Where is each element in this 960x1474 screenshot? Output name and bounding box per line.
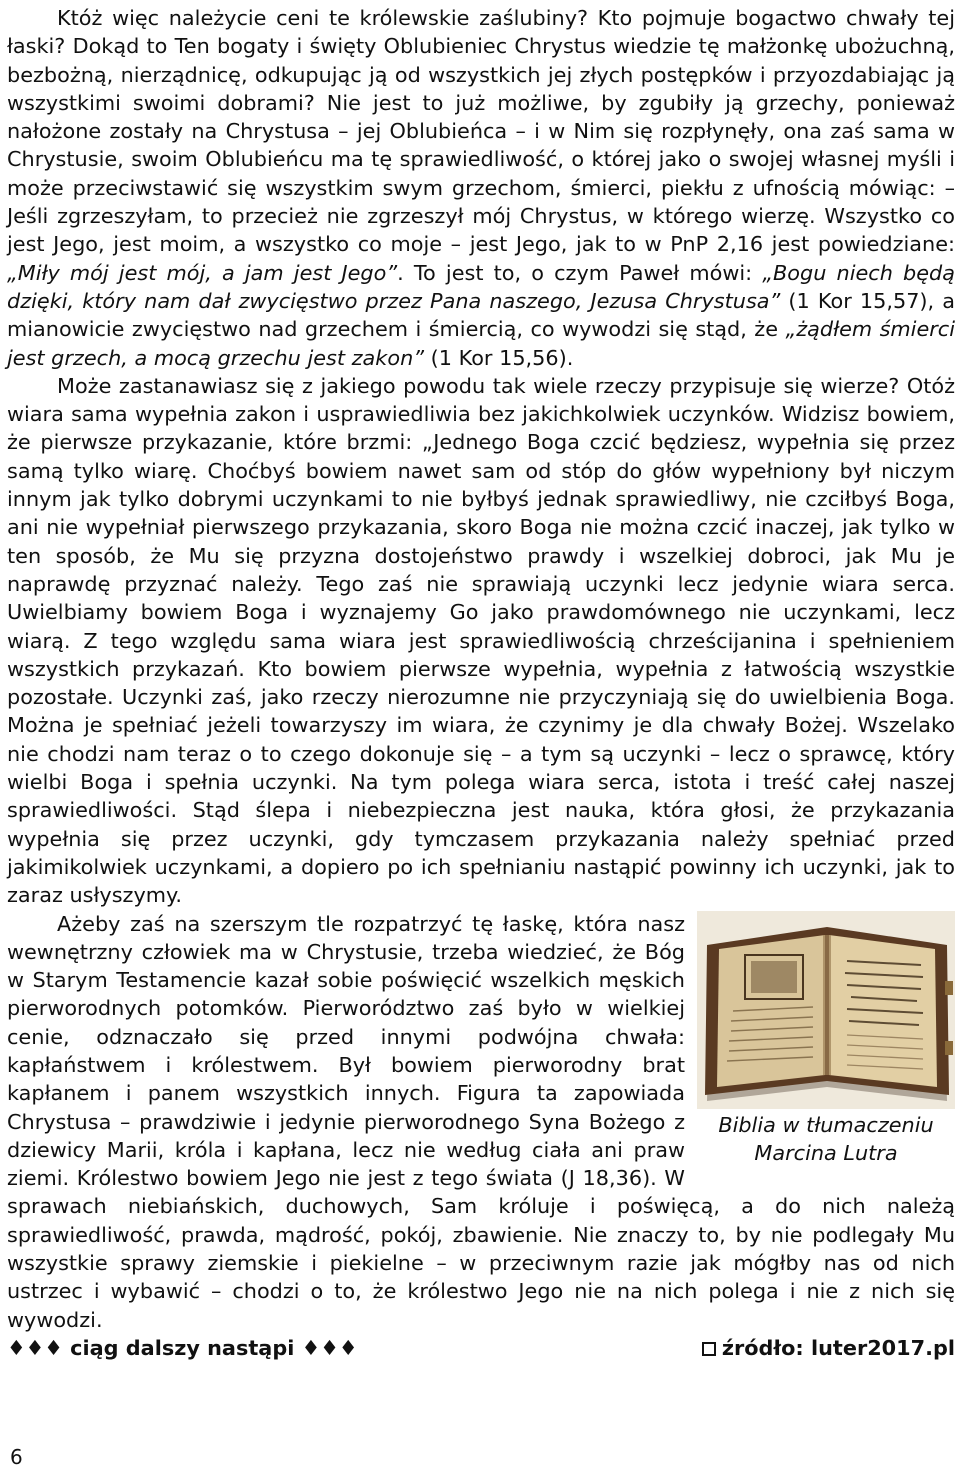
bible-figure [697, 910, 955, 1168]
caption-line-1: Biblia w tłumaczeniu [718, 1112, 934, 1137]
footer-line [7, 1334, 955, 1362]
article-body [7, 4, 955, 1362]
paragraph-2 [7, 372, 955, 910]
source-note [702, 1334, 955, 1362]
continued-note: ♦♦♦ ciąg dalszy nastąpi ♦♦♦ [7, 1335, 358, 1360]
figure-caption [697, 1111, 955, 1168]
text-run: „żądłem śmierci jest grzech, a mocą grzechu jest zakon” [7, 317, 956, 370]
bible-image [697, 911, 955, 1109]
caption-line-2: Marcina Lutra [754, 1140, 898, 1165]
page-number: 6 [10, 1445, 23, 1469]
text-run: (1 Kor 15,56). [424, 345, 574, 370]
paragraph-1 [7, 4, 955, 372]
text-run: Ażeby zaś na szerszym tle rozpatrzyć tę łaskę, która nasz wewnętrzny człowiek ma w Chrystusie, trzeba wiedzieć, że Bóg w Starym Testamencie kazał sobie poświęcić wszelkich męskich pierworodnych potomków. Pierworództwo zaś było w wielkiej cenie, odznaczało się przed innymi podwójna chwała: kapłaństwem i królestwem. Był bowiem pierworodny brat kapłanem i panem wszystkich innych. Figura ta zapowiada Chrystusa – prawdziwie i jedynie pierworodnego Syna Bożego z dziewicy Marii, króla i kapłana, lecz nie według ciała ani praw ziemi. Królestwo bowiem Jego nie jest z tego świata (J 18,36). W sprawach niebiańskich, duchowych, Sam króluje i poświęcą, a do nich należą sprawiedliwość, prawda, mądrość, pokój, zbawienie. Nie znaczy to, by nie podlegały Mu wszystkie sprawy ziemskie i piekielne – w przeciwnym razie jak mógłby nas od nich ustrzec i wybawić – chodzi o to, że królestwo Jego nie na nich polega i nie z nich się wywodzi. [7, 911, 955, 1332]
text-run: . To jest to, o czym Paweł mówi: [397, 260, 763, 285]
text-run: „Miły mój jest mój, a jam jest Jego” [7, 260, 398, 285]
checkbox-icon [702, 1342, 716, 1356]
text-run: Może zastanawiasz się z jakiego powodu tak wiele rzeczy przypisuje się wierze? Otóż wiara sama wypełnia zakon i usprawiedliwia bez jakichkolwiek uczynków. Widzisz bowiem, że pierwsze przykazanie, które brzmi: „Jednego Boga czcić będziesz, wypełnia się przez samą tylko wiarę. Choćbyś bowiem nawet sam od stóp do głów wypełniony był niczym innym jak tylko dobrymi uczynkami to nie byłbyś jednak sprawiedliwy, nie czciłbyś Boga, ani nie wypełniał pierwszego przykazania, skoro Boga nie można czcić inaczej, jak tylko w ten sposób, że Mu się przyzna dostojeństwo prawdy i wszelkiej dobroci, jak Mu je naprawdę przyznać należy. Tego zaś nie sprawiają uczynki lecz jedynie wiara serca. Uwielbiamy bowiem Boga i wyznajemy Go jako prawdomównego nie uczynkami, lecz wiarą. Z tego względu sama wiara jest sprawiedliwością chrześcijanina i spełnieniem wszystkich przykazań. Kto bowiem pierwsze wypełnia, wypełnia z łatwością wszystkie pozostałe. Uczynki zaś, jako rzeczy nierozumne nie przyczyniają się do uwielbienia Boga. Można je spełniać jeżeli towarzyszy im wiara, że czynimy je dla chwały Bożej. Wszelako nie chodzi nam teraz o to czego dokonuje się – a tym są uczynki – lecz o sprawcę, który wielbi Boga i spełnia uczynki. Na tym polega wiara serca, istota i treść całej naszej sprawiedliwości. Stąd ślepa i niebezpieczna jest nauka, która głosi, że przykazania wypełnia się przez uczynki, gdy tymczasem przykazania należy spełniać przed jakimikolwiek uczynkami, a dopiero po ich spełnianiu nastąpić powinny ich uczynki, jak to zaraz usłyszymy. [7, 373, 955, 908]
text-run: Któż więc należycie ceni te królewskie zaślubiny? Kto pojmuje bogactwo chwały tej łaski? Dokąd to Ten bogaty i święty Oblubieniec Chrystus wiedzie tę małżonkę ubożuchną, bezbożną, nierządnicę, odkupując ją od wszystkich jej złych postępków i przyozdabiając ją wszystkimi swoimi dobrami? Nie jest to już możliwe, by zgubiły ją grzechy, ponieważ nałożone zostały na Chrystusa – jej Oblubieńca – i w Nim się rozpłynęły, ona zaś sama w Chrystusie, swoim Oblubieńcu ma tę sprawiedliwość, o której jako o swojej własnej myśli i może przeciwstawić się wszystkim swym grzechom, śmierci, piekłu z ufnością mówiąc: – Jeśli zgrzeszyłam, to przecież nie zgrzeszył mój Chrystus, w którego wierzę. Wszystko co jest Jego, jest moim, a wszystko co moje – jest Jego, jak to w PnP 2,16 jest powiedziane: [7, 6, 955, 257]
text-run: „Bogu niech będą dzięki, który nam dał zwycięstwo przez Pana naszego, Jezusa Chrystusa” [7, 260, 955, 313]
source-text: źródło: luter2017.pl [721, 1335, 955, 1360]
text-run: (1 Kor 15,57), a mianowicie zwycięstwo nad grzechem i śmiercią, co wywodzi się stąd, że [7, 288, 956, 342]
